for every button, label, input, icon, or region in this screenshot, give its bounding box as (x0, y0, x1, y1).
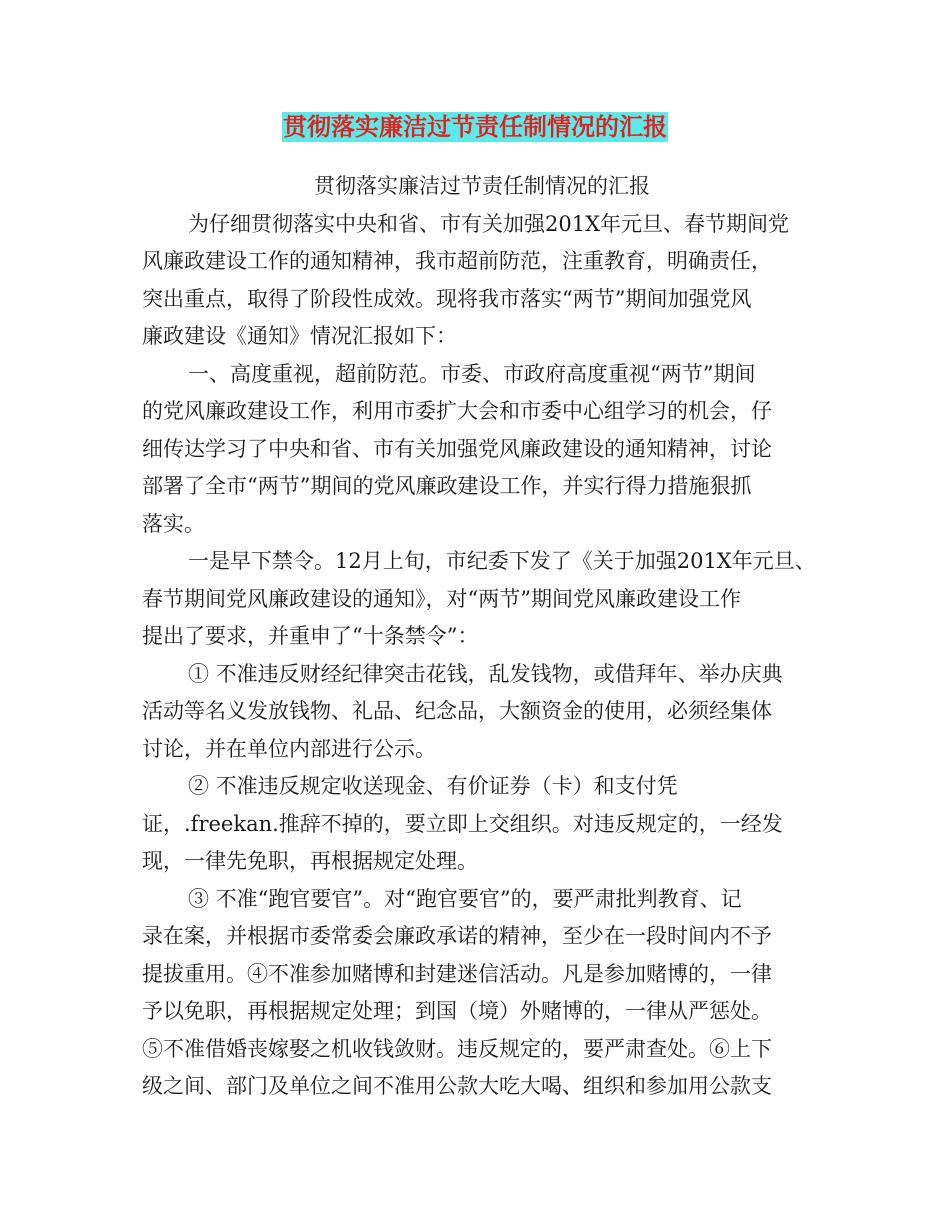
paragraph-line: ③ 不准“跑官要官”。对“跑官要官”的，要严肃批判教育、记 (188, 886, 742, 911)
paragraph-line: 予以免职，再根据规定处理；到国（境）外赌博的，一律从严惩处。 (142, 999, 772, 1023)
document-body (142, 168, 822, 1106)
paragraph-line: 提拔重用。④不准参加赌博和封建迷信活动。凡是参加赌博的，一律 (142, 961, 772, 986)
paragraph-line: 录在案，并根据市委常委会廉政承诺的精神，至少在一段时间内不予 (142, 924, 772, 948)
paragraph-line: 讨论，并在单位内部进行公示。 (142, 736, 436, 761)
paragraph-line: 风廉政建设工作的通知精神，我市超前防范，注重教育，明确责任， (142, 249, 772, 273)
paragraph-line: 落实。 (142, 511, 205, 536)
paragraph-line: 突出重点，取得了阶段性成效。现将我市落实“两节”期间加强党风 (142, 286, 752, 311)
document-title-highlighted: 贯彻落实廉洁过节责任制情况的汇报 (283, 113, 667, 141)
paragraph-line: 级之间、部门及单位之间不准用公款大吃大喝、组织和参加用公款支 (142, 1074, 772, 1098)
subtitle-line: 贯彻落实廉洁过节责任制情况的汇报 (314, 174, 650, 198)
paragraph-line: 证，.freekan.推辞不掉的，要立即上交组织。对违反规定的，一经发 (142, 811, 783, 836)
paragraph-line: 部署了全市“两节”期间的党风廉政建设工作，并实行得力措施狠抓 (142, 474, 752, 498)
paragraph-line: 廉政建设《通知》情况汇报如下： (142, 324, 457, 348)
paragraph-line: 的党风廉政建设工作，利用市委扩大会和市委中心组学习的机会，仔 (142, 399, 772, 423)
paragraph-line: ⑤不准借婚丧嫁娶之机收钱敛财。违反规定的，要严肃查处。⑥上下 (142, 1036, 772, 1061)
paragraph-line: 一是早下禁令。12月上旬，市纪委下发了《关于加强201X年元旦、 (188, 549, 816, 573)
paragraph-line: 春节期间党风廉政建设的通知》，对“两节”期间党风廉政建设工作 (142, 586, 741, 611)
paragraph-line: 现，一律先免职，再根据规定处理。 (142, 849, 478, 873)
paragraph-line: ② 不准违反规定收送现金、有价证券（卡）和支付凭 (188, 774, 678, 798)
paragraph-line: 一、高度重视，超前防范。市委、市政府高度重视“两节”期间 (188, 361, 756, 386)
document-heading (0, 112, 950, 142)
paragraph-line: 细传达学习了中央和省、市有关加强党风廉政建设的通知精神，讨论 (142, 436, 772, 461)
paragraph-line: 为仔细贯彻落实中央和省、市有关加强201X年元旦、春节期间党 (188, 211, 790, 236)
paragraph-line: 活动等名义发放钱物、礼品、纪念品，大额资金的使用，必须经集体 (142, 699, 772, 723)
paragraph-line: ① 不准违反财经纪律突击花钱，乱发钱物，或借拜年、举办庆典 (188, 661, 783, 686)
paragraph-line: 提出了要求，并重申了“十条禁令”： (142, 624, 479, 648)
